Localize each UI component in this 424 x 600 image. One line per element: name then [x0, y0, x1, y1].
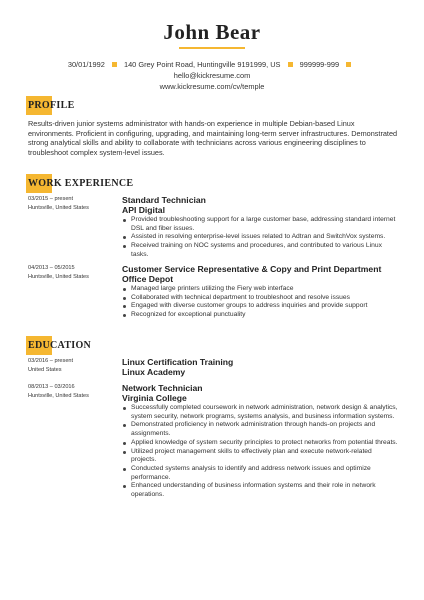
- bullet-item: Conducted systems analysis to identify and address network issues and optimize performance.: [122, 465, 398, 482]
- bullet-item: Utilized project management skills to effectively plan and execute network-related projects.: [122, 448, 398, 465]
- profile-heading: PROFILE: [26, 100, 75, 111]
- entry-meta: [28, 264, 118, 282]
- separator-square-icon: [288, 62, 293, 67]
- bullet-item: Recognized for exceptional punctuality: [122, 311, 398, 320]
- entry-role: Standard Technician: [122, 195, 206, 205]
- contact-info: [0, 59, 424, 92]
- entry-location: Huntsville, United States: [28, 205, 89, 211]
- website-link[interactable]: www.kickresume.com/cv/temple: [159, 82, 265, 91]
- bullet-item: Assisted in resolving enterprise-level issues related to Adtran and SwitchVox systems.: [122, 233, 398, 242]
- entry-dates: 08/2013 – 03/2016: [28, 384, 75, 390]
- resume-header: [0, 0, 424, 92]
- separator-square-icon: [112, 62, 117, 67]
- entry-meta: [28, 357, 118, 375]
- entry-body: [122, 264, 398, 320]
- bullet-item: Demonstrated proficiency in network administration through hands-on projects and assignments.: [122, 421, 398, 438]
- entry-organization: Linux Academy: [122, 367, 186, 377]
- entry-role: Linux Certification Training: [122, 357, 234, 367]
- bullet-item: Enhanced understanding of business information systems and their role in network operations.: [122, 482, 398, 499]
- entry-organization: API Digital: [122, 205, 165, 215]
- entry-location: United States: [28, 367, 62, 373]
- entry-organization: Virginia College: [122, 393, 187, 403]
- entry-body: [122, 357, 398, 377]
- entry-location: Huntsville, United States: [28, 274, 89, 280]
- name-underline: [179, 47, 245, 49]
- entry-dates: 03/2016 – present: [28, 358, 74, 364]
- entry-location: Huntsville, United States: [28, 393, 89, 399]
- bullet-item: Engaged with diverse customer groups to address inquiries and provide support: [122, 302, 398, 311]
- entry-body: [122, 383, 398, 500]
- entry-meta: [28, 195, 118, 213]
- bullet-item: Applied knowledge of system security principles to protect networks from potential threats.: [122, 439, 398, 448]
- entry-bullets: [122, 216, 398, 260]
- bullet-item: Managed large printers utilizing the Fiery web interface: [122, 285, 398, 294]
- bullet-item: Received training on NOC systems and procedures, and contributed to various Linux tasks.: [122, 242, 398, 259]
- entry-bullets: [122, 285, 398, 320]
- separator-square-icon: [346, 62, 351, 67]
- birth-date: 30/01/1992: [67, 60, 105, 69]
- entry-bullets: [122, 404, 398, 500]
- profile-summary: Results-driven junior systems administrator with hands-on experience in multiple Debian-based Linux environments. Proficient in configuring, upgrading, and maintaining long-term server infrastructures. Demonstrated strong analytical skills and ability to collaborate with technicians across various engineering disciplines to troubleshoot complex system-level issues.: [28, 119, 398, 157]
- entry-role: Network Technician: [122, 383, 203, 393]
- entry-role: Customer Service Representative & Copy and Print Department: [122, 264, 382, 274]
- bullet-item: Provided troubleshooting support for a large customer base, addressing standard internet DSL and fiber issues.: [122, 216, 398, 233]
- entry-dates: 04/2013 – 05/2015: [28, 265, 75, 271]
- entry-dates: 03/2015 – present: [28, 196, 74, 202]
- bullet-item: Successfully completed coursework in network administration, network design & analytics, system security, network programs, systems analysis, and business information systems.: [122, 404, 398, 421]
- candidate-name: John Bear: [163, 20, 261, 44]
- entry-organization: Office Depot: [122, 274, 174, 284]
- work-experience-heading: WORK EXPERIENCE: [26, 178, 133, 189]
- education-heading: EDUCATION: [26, 340, 91, 351]
- address: 140 Grey Point Road, Huntingville 9191999, US: [123, 60, 281, 69]
- entry-body: [122, 195, 398, 260]
- email-link[interactable]: hello@kickresume.com: [173, 71, 251, 80]
- phone: 999999-999: [299, 60, 340, 69]
- entry-meta: [28, 383, 118, 401]
- bullet-item: Collaborated with technical department to troubleshoot and resolve issues: [122, 294, 398, 303]
